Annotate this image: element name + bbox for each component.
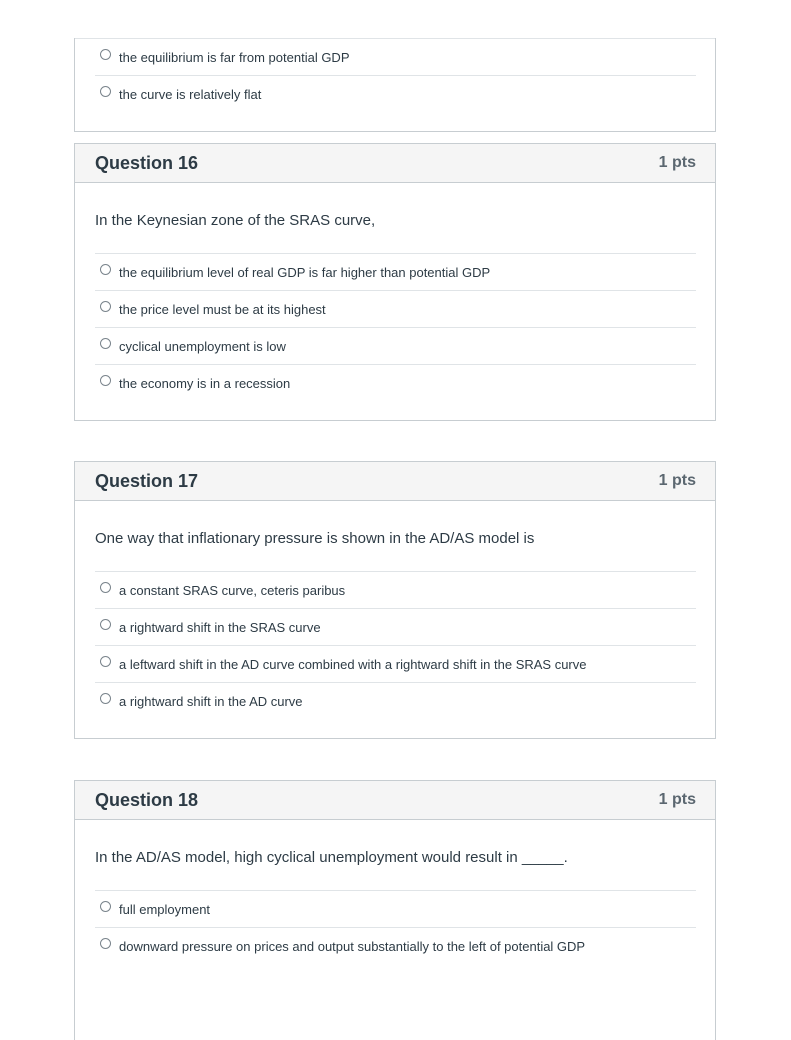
radio-button[interactable] [100, 582, 111, 593]
question-title: Question 18 [95, 789, 199, 810]
radio-button[interactable] [100, 49, 111, 60]
radio-button[interactable] [100, 338, 111, 349]
question-header [75, 462, 715, 501]
answer-label: a rightward shift in the AD curve [119, 693, 303, 709]
answer-option[interactable] [95, 891, 696, 928]
answer-label: the equilibrium level of real GDP is far higher than potential GDP [119, 264, 491, 280]
answer-label: a rightward shift in the SRAS curve [119, 619, 321, 635]
question-card-18 [74, 780, 716, 1040]
radio-button[interactable] [100, 656, 111, 667]
answer-option[interactable] [95, 328, 696, 365]
question-body [75, 501, 715, 719]
answer-option[interactable] [95, 365, 696, 401]
question-title: Question 16 [95, 152, 199, 173]
radio-button[interactable] [100, 301, 111, 312]
question-card-17 [74, 461, 716, 739]
answer-option[interactable] [95, 291, 696, 328]
answer-option[interactable] [95, 646, 696, 683]
answer-label: downward pressure on prices and output substantially to the left of potential GDP [119, 938, 586, 954]
question-text: In the AD/AS model, high cyclical unemployment would result in _____. [95, 820, 696, 891]
answer-option[interactable] [95, 76, 696, 112]
answer-option[interactable] [95, 39, 696, 76]
answer-label: full employment [119, 901, 211, 917]
question-text: In the Keynesian zone of the SRAS curve, [95, 183, 696, 254]
question-points: 1 pts [658, 472, 696, 489]
answer-label: the curve is relatively flat [119, 86, 262, 102]
question-text: One way that inflationary pressure is shown in the AD/AS model is [95, 501, 696, 572]
radio-button[interactable] [100, 693, 111, 704]
answer-option[interactable] [95, 572, 696, 609]
question-header [75, 144, 715, 183]
question-points: 1 pts [658, 154, 696, 171]
answer-list [75, 38, 715, 112]
question-header [75, 781, 715, 820]
answer-label: a constant SRAS curve, ceteris paribus [119, 582, 346, 598]
question-title: Question 17 [95, 470, 199, 491]
question-points: 1 pts [658, 791, 696, 808]
radio-button[interactable] [100, 86, 111, 97]
radio-button[interactable] [100, 938, 111, 949]
question-card-16 [74, 143, 716, 421]
answer-label: a leftward shift in the AD curve combined with a rightward shift in the SRAS curve [119, 656, 587, 672]
answer-label: the price level must be at its highest [119, 301, 326, 317]
answer-option[interactable] [95, 254, 696, 291]
answer-option[interactable] [95, 609, 696, 646]
answer-option[interactable] [95, 928, 696, 964]
answer-option[interactable] [95, 683, 696, 719]
answer-label: the equilibrium is far from potential GDP [119, 49, 350, 65]
question-body [75, 820, 715, 964]
radio-button[interactable] [100, 264, 111, 275]
answer-label: cyclical unemployment is low [119, 338, 286, 354]
question-body [75, 183, 715, 401]
answer-label: the economy is in a recession [119, 375, 291, 391]
radio-button[interactable] [100, 619, 111, 630]
question-card-continued [74, 38, 716, 132]
radio-button[interactable] [100, 901, 111, 912]
radio-button[interactable] [100, 375, 111, 386]
